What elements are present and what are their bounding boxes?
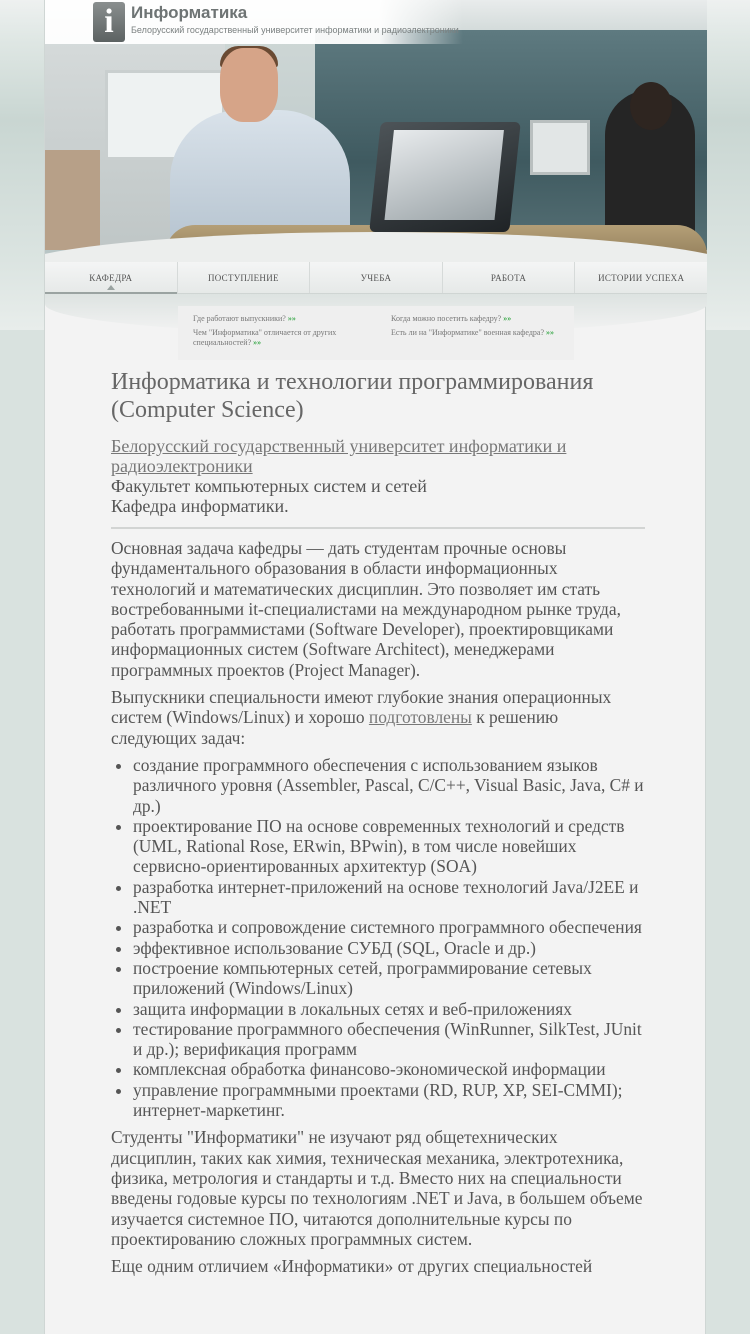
prepared-link[interactable]: подготовлены	[368, 707, 472, 728]
list-item: • построение компьютерных сетей, программирование сетевых приложений (Windows/Linux)	[133, 958, 645, 999]
photo-monitor-screen	[384, 130, 503, 220]
nav-item-kafedra[interactable]: КАФЕДРА	[45, 262, 178, 293]
nav-item-success-stories[interactable]: ИСТОРИИ УСПЕХА	[598, 273, 685, 283]
page-title: Информатика и технологии программирования (Computer Science)	[111, 369, 594, 423]
graduates-text-end: к решению следующих задач:	[111, 707, 559, 748]
graduates-paragraph	[111, 687, 645, 748]
logo-title: Информатика	[131, 3, 248, 22]
photo-monitor	[369, 122, 521, 232]
arrow-icon: »»	[287, 314, 296, 323]
list-item: • защита информации в локальных сетях и веб-приложениях	[133, 999, 645, 1019]
university-link[interactable]: Белорусский государственный университет информатики и радиоэлектроники	[111, 436, 567, 476]
faculty-name: Факультет компьютерных систем и сетей	[111, 476, 427, 496]
faq-link-visit[interactable]	[391, 314, 511, 324]
faq-link-label: Когда можно посетить кафедру?	[391, 314, 502, 323]
header-photo	[45, 0, 707, 262]
faq-link-label: Где работают выпускники?	[193, 314, 286, 323]
list-item: • комплексная обработка финансово-экономической информации	[133, 1059, 645, 1079]
list-item: • разработка и сопровождение системного программного обеспечения	[133, 917, 645, 937]
site-logo[interactable]	[45, 0, 463, 44]
faq-box	[178, 306, 574, 360]
arrow-icon: »»	[253, 338, 262, 347]
main-nav	[45, 262, 707, 294]
photo-student-head	[220, 48, 278, 122]
photo-second-person-head	[630, 82, 672, 130]
list-item: • эффективное использование СУБД (SQL, Oracle и др.)	[133, 938, 645, 958]
arrow-icon: »»	[503, 314, 512, 323]
faq-link-label: Чем "Информатика" отличается от других специальностей?	[193, 328, 337, 347]
list-item: • разработка интернет-приложений на основе технологий Java/J2EE и .NET	[133, 877, 645, 918]
faq-link-difference[interactable]	[193, 328, 368, 348]
list-item: • тестирование программного обеспечения (WinRunner, SilkTest, JUnit и др.); верификация программ	[133, 1019, 645, 1060]
curriculum-paragraph: Студенты "Информатики" не изучают ряд общетехнических дисциплин, таких как химия, техническая механика, электротехника, физика, метрология и стандарты и т.д. Вместо них на специальности введены годовые курсы по технологиям .NET и Java, в большем объеме изучается системное ПО, читаются дополнительные курсы по проектированию сложных программных систем.	[111, 1127, 643, 1249]
faq-link-label: Есть ли на "Информатике" военная кафедра?	[391, 328, 544, 337]
nav-item-study[interactable]: УЧЕБА	[310, 262, 443, 293]
photo-back-monitor	[530, 120, 590, 175]
logo-icon: i	[93, 2, 125, 42]
photo-shelf	[45, 150, 100, 250]
nav-item-work[interactable]: РАБОТА	[443, 262, 576, 293]
list-item: • создание программного обеспечения с использованием языков различного уровня (Assembler, Pascal, C/C++, Visual Basic, Java, C# и др.)	[133, 755, 645, 816]
page-container	[44, 0, 706, 1334]
list-item: • проектирование ПО на основе современных технологий и средств (UML, Rational Rose, ERwin, BPwin), в том числе новейших сервисно-ориентированных архитектур (SOA)	[133, 816, 645, 877]
logo-subtitle: Белорусский государственный университет информатики и радиоэлектроники	[131, 25, 459, 35]
faq-link-graduates[interactable]	[193, 314, 296, 324]
nav-item-admission[interactable]: ПОСТУПЛЕНИЕ	[178, 262, 311, 293]
arrow-icon: »»	[546, 328, 554, 337]
main-content	[111, 368, 645, 1283]
department-name: Кафедра информатики.	[111, 496, 289, 516]
intro-paragraph: Основная задача кафедры — дать студентам прочные основы фундаментального образования в области информационных технологий и математических дисциплин. Это позволяет им стать востребованными it-специалистами на международном рынке труда, работать программистами (Software Developer), проектировщиками информационных систем (Software Architect), менеджерами программных проектов (Project Manager).	[111, 538, 621, 680]
list-item: • управление программными проектами (RD, RUP, XP, SEI-CMMI); интернет-маркетинг.	[133, 1080, 645, 1121]
difference-paragraph: Еще одним отличием «Информатики» от других специальностей	[111, 1256, 593, 1277]
faq-link-military[interactable]	[391, 328, 554, 338]
graduates-text-start: Выпускники специальности имеют глубокие знания операционных систем (Windows/Linux) и хорошо	[111, 687, 612, 728]
tasks-list	[133, 755, 645, 1120]
divider	[111, 527, 645, 529]
